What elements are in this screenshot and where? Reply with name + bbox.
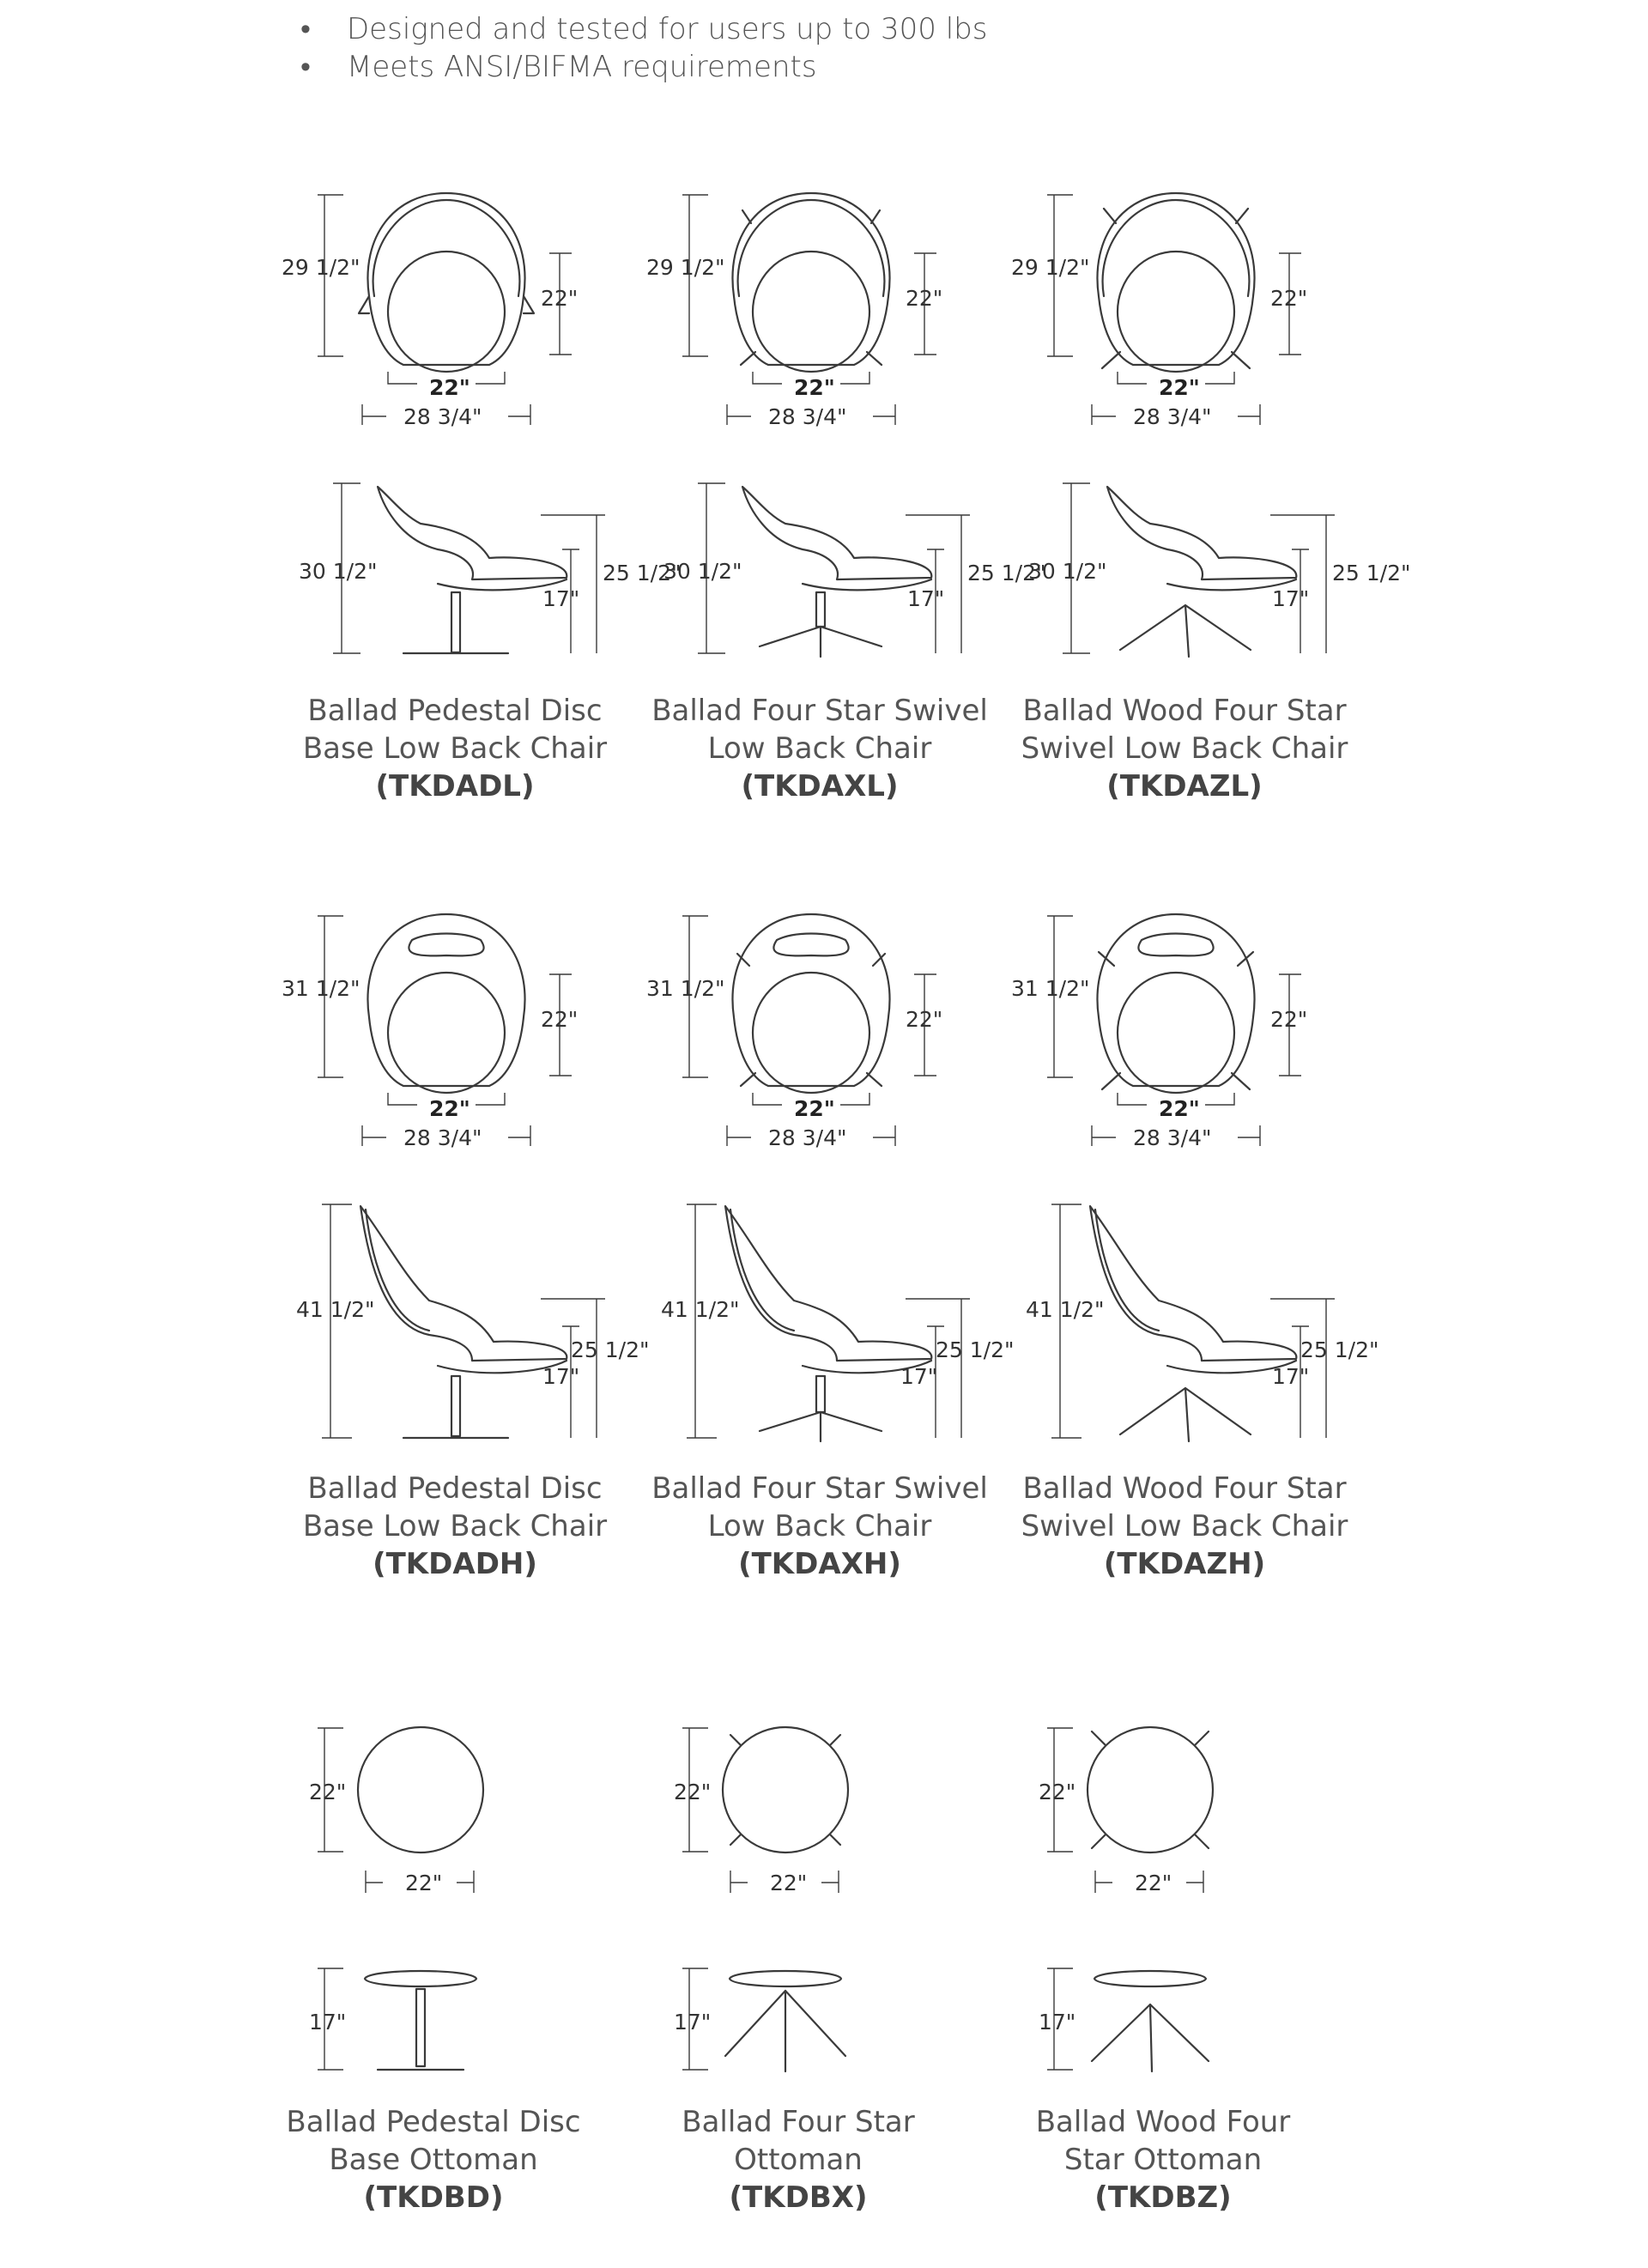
seat-depth-label: 22"	[541, 1007, 579, 1032]
product-name-line: Ballad Pedestal Disc	[307, 694, 603, 728]
seat-height-label: 17"	[1272, 1364, 1310, 1389]
height-label: 30 1/2"	[1028, 559, 1107, 584]
height-label: 29 1/2"	[646, 255, 725, 280]
product-code: (TKDBX)	[729, 2180, 868, 2215]
overall-width-label: 28 3/4"	[1133, 404, 1212, 429]
height-label: 17"	[309, 2010, 347, 2035]
product-caption	[639, 1470, 1000, 1583]
product-caption	[983, 2103, 1343, 2216]
seat-width-label: 22"	[429, 375, 470, 400]
chair-side-drawing	[648, 1198, 1009, 1446]
product-name-line: Ballad Wood Four	[1035, 2105, 1291, 2139]
product-code: (TKDAZH)	[1103, 1547, 1266, 1581]
seat-height-label: 25 1/2"	[571, 1337, 650, 1362]
feature-list	[300, 10, 987, 86]
product-name-line: Star Ottoman	[1063, 2143, 1263, 2177]
ottoman-top-tkdbx	[648, 1721, 906, 1901]
seat-height-label: 17"	[1272, 586, 1310, 611]
seat-depth-label: 22"	[906, 286, 943, 311]
height-label: 41 1/2"	[296, 1297, 375, 1322]
feature-item: • Designed and tested for users up to 300 lbs	[300, 10, 987, 48]
product-name-line: Ballad Wood Four Star	[1022, 1471, 1347, 1506]
seat-height-label: 25 1/2"	[1332, 561, 1411, 585]
seat-height-label: 17"	[900, 1364, 938, 1389]
product-name-line: Ballad Four Star	[682, 2105, 915, 2139]
height-label: 31 1/2"	[282, 976, 360, 1001]
top-view-tkdazh	[1013, 906, 1339, 1155]
product-name-line: Ottoman	[734, 2143, 863, 2177]
height-label: 17"	[1039, 2010, 1076, 2035]
depth-label: 22"	[674, 1780, 712, 1804]
product-caption	[275, 692, 635, 805]
product-name-line: Swivel Low Back Chair	[1021, 731, 1348, 766]
product-name-line: Base Low Back Chair	[302, 731, 608, 766]
top-view-tkdadh	[283, 906, 609, 1155]
product-name-line: Base Low Back Chair	[302, 1509, 608, 1543]
height-label: 31 1/2"	[646, 976, 725, 1001]
side-view-tkdaxl	[648, 476, 1046, 661]
product-name-line: Ballad Pedestal Disc	[307, 1471, 603, 1506]
depth-label: 22"	[309, 1780, 347, 1804]
product-name-line: Low Back Chair	[707, 731, 932, 766]
product-name-line: Ballad Four Star Swivel	[651, 1471, 988, 1506]
seat-depth-label: 22"	[541, 286, 579, 311]
side-view-tkdadl	[283, 476, 682, 661]
top-view-tkdaxh	[648, 906, 974, 1155]
product-name-line: Ballad Wood Four Star	[1022, 694, 1347, 728]
top-view-tkdaxl	[648, 185, 974, 434]
seat-depth-label: 22"	[906, 1007, 943, 1032]
width-label: 22"	[1135, 1871, 1172, 1895]
overall-width-label: 28 3/4"	[768, 1125, 847, 1150]
seat-height-label: 17"	[542, 1364, 580, 1389]
product-caption	[639, 692, 1000, 805]
top-view-tkdazl	[1013, 185, 1339, 434]
height-label: 29 1/2"	[1011, 255, 1090, 280]
seat-height-label: 17"	[542, 586, 580, 611]
height-label: 30 1/2"	[299, 559, 378, 584]
seat-width-label: 22"	[1159, 1096, 1200, 1121]
height-label: 31 1/2"	[1011, 976, 1090, 1001]
product-code: (TKDADL)	[375, 769, 535, 804]
side-view-tkdadh	[283, 1198, 650, 1446]
side-view-tkdaxh	[648, 1198, 1015, 1446]
seat-height-label: 17"	[907, 586, 945, 611]
overall-width-label: 28 3/4"	[403, 404, 482, 429]
ottoman-side-tkdbd	[283, 1962, 541, 2082]
product-code: (TKDADH)	[373, 1547, 537, 1581]
chair-side-drawing	[1013, 1198, 1373, 1446]
top-view-tkdadl	[283, 185, 609, 434]
height-label: 29 1/2"	[282, 255, 360, 280]
product-caption	[275, 1470, 635, 1583]
product-caption	[253, 2103, 614, 2216]
overall-width-label: 28 3/4"	[768, 404, 847, 429]
ottoman-top-tkdbz	[1013, 1721, 1270, 1901]
seat-height-label: 25 1/2"	[936, 1337, 1015, 1362]
seat-width-label: 22"	[429, 1096, 470, 1121]
overall-width-label: 28 3/4"	[403, 1125, 482, 1150]
product-name-line: Low Back Chair	[707, 1509, 932, 1543]
side-view-tkdazh	[1013, 1198, 1379, 1446]
depth-label: 22"	[1039, 1780, 1076, 1804]
width-label: 22"	[405, 1871, 443, 1895]
height-label: 30 1/2"	[663, 559, 742, 584]
seat-width-label: 22"	[794, 1096, 835, 1121]
height-label: 41 1/2"	[661, 1297, 740, 1322]
seat-height-label: 25 1/2"	[967, 561, 1046, 585]
product-caption	[1004, 692, 1365, 805]
seat-height-label: 25 1/2"	[1300, 1337, 1379, 1362]
product-name-line: Ballad Pedestal Disc	[286, 2105, 581, 2139]
product-code: (TKDAZL)	[1106, 769, 1263, 804]
ottoman-side-tkdbx	[648, 1962, 906, 2082]
width-label: 22"	[770, 1871, 808, 1895]
overall-width-label: 28 3/4"	[1133, 1125, 1212, 1150]
product-name-line: Ballad Four Star Swivel	[651, 694, 988, 728]
seat-width-label: 22"	[1159, 375, 1200, 400]
height-label: 17"	[674, 2010, 712, 2035]
seat-depth-label: 22"	[1270, 286, 1308, 311]
product-caption	[1004, 1470, 1365, 1583]
product-code: (TKDBD)	[363, 2180, 504, 2215]
product-name-line: Swivel Low Back Chair	[1021, 1509, 1348, 1543]
product-name-line: Base Ottoman	[329, 2143, 538, 2177]
product-code: (TKDBZ)	[1094, 2180, 1232, 2215]
feature-item: • Meets ANSI/BIFMA requirements	[300, 48, 987, 86]
product-code: (TKDAXH)	[738, 1547, 901, 1581]
ottoman-top-tkdbd	[283, 1721, 541, 1901]
ottoman-side-tkdbz	[1013, 1962, 1270, 2082]
side-view-tkdazl	[1013, 476, 1411, 661]
seat-height-label: 25 1/2"	[603, 561, 682, 585]
product-code: (TKDAXL)	[741, 769, 899, 804]
product-caption	[618, 2103, 978, 2216]
height-label: 41 1/2"	[1026, 1297, 1105, 1322]
chair-side-drawing	[283, 1198, 644, 1446]
seat-depth-label: 22"	[1270, 1007, 1308, 1032]
seat-width-label: 22"	[794, 375, 835, 400]
